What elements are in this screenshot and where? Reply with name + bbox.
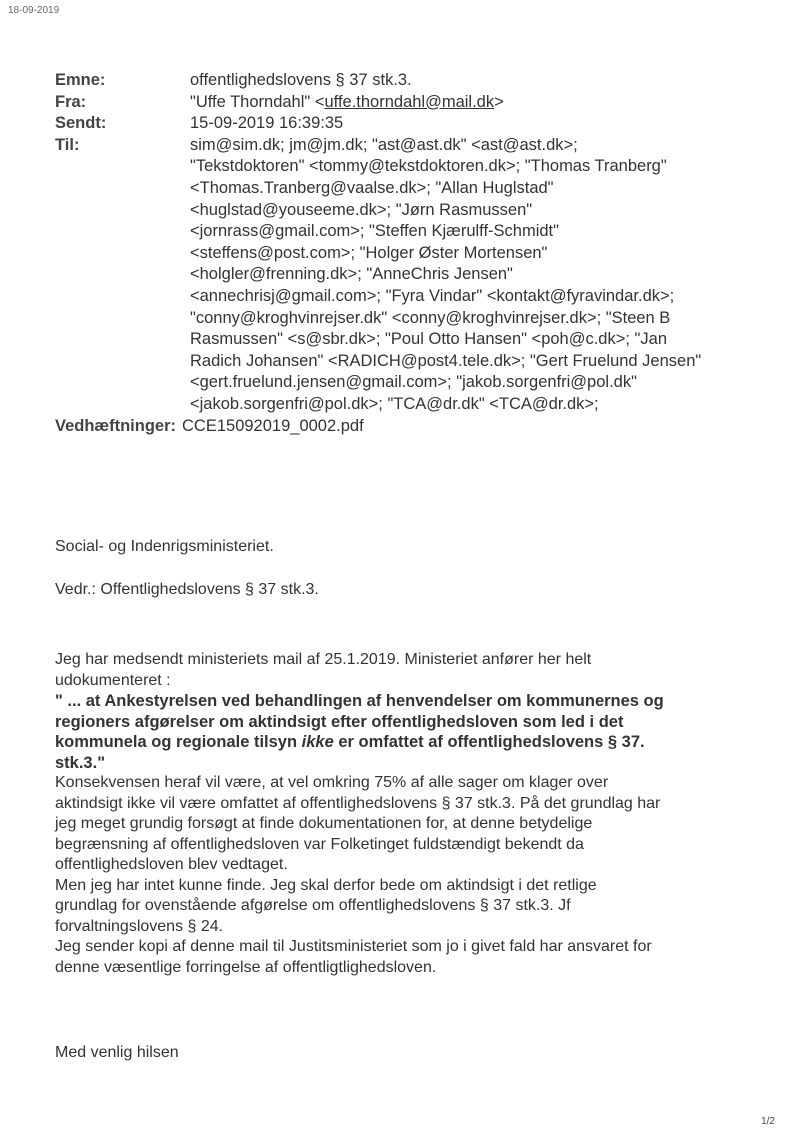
regarding-line: Vedr.: Offentlighedslovens § 37 stk.3. (55, 581, 319, 598)
recipient-line: Social- og Indenrigsministeriet. (55, 538, 274, 555)
body-line: begrænsning af offentlighedsloven var Folketinget fuldstændigt bekendt da (55, 835, 584, 853)
from-row (55, 92, 755, 114)
quote-text: kommunela og regionale tilsyn (55, 733, 302, 751)
to-line: sim@sim.dk; jm@jm.dk; "ast@ast.dk" <ast@ast.dk>; (190, 135, 578, 154)
body-line: Men jeg har intet kunne finde. Jeg skal derfor bede om aktindsigt i det retlige (55, 876, 597, 894)
print-date: 18-09-2019 (8, 5, 60, 16)
sent-label: Sendt: (55, 114, 107, 133)
from-value (190, 92, 755, 114)
quote-line (55, 732, 755, 753)
from-close: > (494, 92, 504, 111)
body-line: jeg meget grundig forsøgt at finde dokumentationen for, at denne betydelige (55, 815, 593, 832)
sent-value: 15-09-2019 16:39:35 (190, 114, 344, 133)
quote-emphasis: ikke (301, 733, 334, 751)
to-line: <annechrisj@gmail.com>; "Fyra Vindar" <kontakt@fyravindar.dk>; (190, 286, 675, 305)
quote-line: regioners afgørelser om aktindsigt efter offentlighedsloven som led i det (55, 712, 624, 731)
body-line: Jeg har medsendt ministeriets mail af 25.1.2019. Ministeriet anfører her helt (55, 651, 592, 668)
email-header (55, 70, 755, 437)
attachments-label: Vedhæftninger: (55, 416, 177, 435)
quote-line: " ... at Ankestyrelsen ved behandlingen af henvendelser om kommunernes og (55, 692, 664, 710)
to-line: Rasmussen" <s@sbr.dk>; "Poul Otto Hansen" <poh@c.dk>; "Jan (190, 330, 668, 349)
page-number: 1/2 (761, 1116, 775, 1127)
to-row (55, 135, 755, 416)
to-line: "Tekstdoktoren" <tommy@tekstdoktoren.dk>; "Thomas Tranberg" (190, 157, 667, 176)
to-line: "conny@kroghvinrejser.dk" <conny@kroghvinrejser.dk>; "Steen B (190, 308, 671, 327)
subject-label: Emne: (55, 71, 106, 89)
to-recipients (190, 135, 755, 416)
letter-paragraph (55, 650, 755, 978)
to-line: Radich Johansen" <RADICH@post4.tele.dk>; "Gert Fruelund Jensen" (190, 351, 702, 370)
from-name: "Uffe Thorndahl" < (190, 92, 325, 111)
attachment-file[interactable]: CCE15092019_0002.pdf (182, 416, 364, 435)
to-label: Til: (55, 135, 80, 154)
sent-row (55, 113, 755, 135)
from-label: Fra: (55, 92, 87, 111)
to-line: <jornrass@gmail.com>; "Steffen Kjærulff-Schmidt" (190, 222, 559, 241)
body-line: Jeg sender kopi af denne mail til Justitsministeriet som jo i givet fald har ansvaret for (55, 938, 652, 955)
to-line: <holgler@frenning.dk>; "AnneChris Jensen" (190, 265, 513, 284)
to-line: <huglstad@youseeme.dk>; "Jørn Rasmussen" (190, 200, 533, 219)
quote-text: er omfattet af offentlighedslovens § 37. (333, 733, 645, 751)
subject-value: offentlighedslovens § 37 stk.3. (190, 71, 412, 89)
to-line: <steffens@post.com>; "Holger Øster Mortensen" (190, 243, 548, 262)
to-line: <gert.fruelund.jensen@gmail.com>; "jakob.sorgenfri@pol.dk" (190, 373, 637, 392)
body-line: denne væsentlige forringelse af offentligtlighedsloven. (55, 958, 437, 976)
quote-line: stk.3." (55, 753, 106, 772)
subject-row (55, 70, 755, 92)
to-line: <Thomas.Tranberg@vaalse.dk>; "Allan Huglstad" (190, 178, 554, 197)
body-line: offentlighedsloven blev vedtaget. (55, 856, 288, 873)
from-email-link[interactable]: uffe.thorndahl@mail.dk (324, 92, 495, 111)
body-line: aktindsigt ikke vil være omfattet af offentlighedslovens § 37 stk.3. På det grundlag har (55, 794, 661, 812)
to-line: <jakob.sorgenfri@pol.dk>; "TCA@dr.dk" <TCA@dr.dk>; (190, 394, 599, 413)
body-line: Konsekvensen heraf vil være, at vel omkring 75% af alle sager om klager over (55, 774, 609, 791)
body-line: grundlag for ovenstående afgørelse om offentlighedslovens § 37 stk.3. Jf (55, 897, 571, 914)
attachments-row (55, 416, 755, 438)
closing-line: Med venlig hilsen (55, 1044, 179, 1061)
body-line: udokumenteret : (55, 671, 171, 689)
body-line: forvaltningslovens § 24. (55, 917, 224, 935)
